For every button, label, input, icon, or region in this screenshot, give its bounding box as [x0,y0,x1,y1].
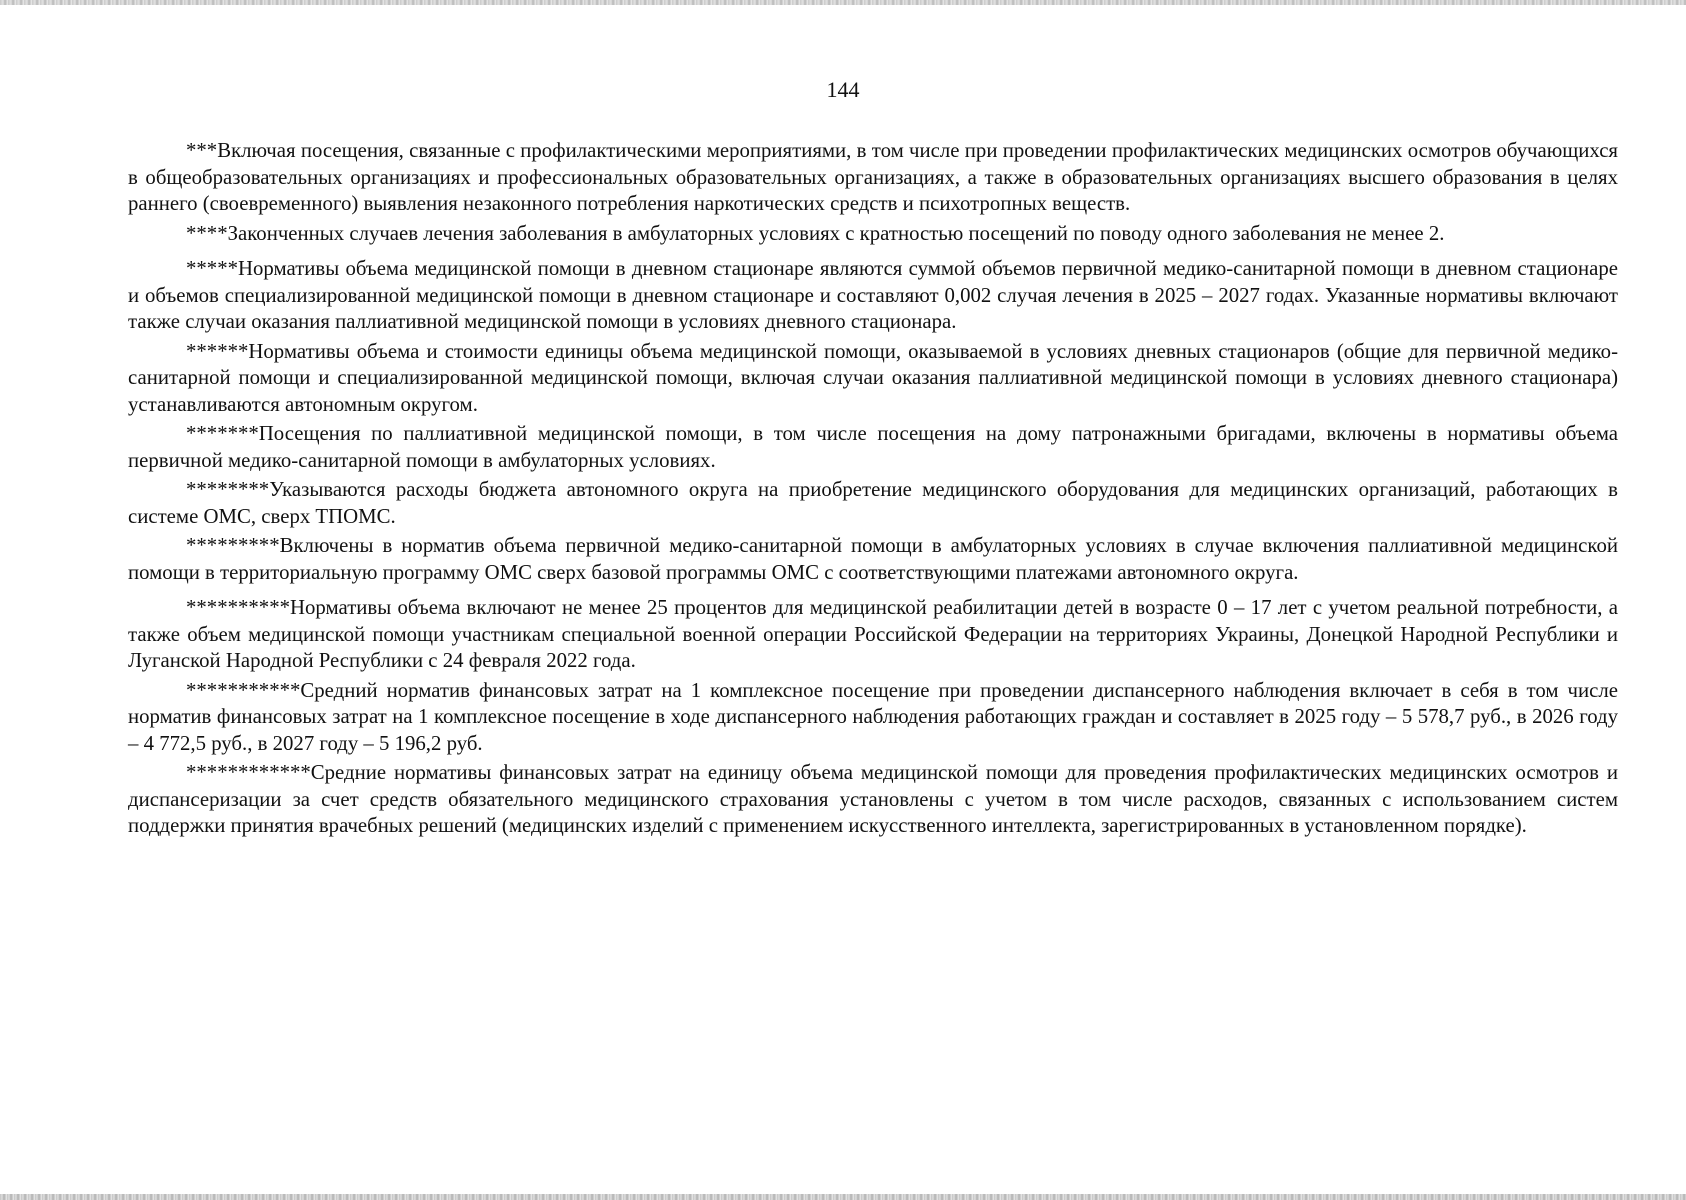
footnote-7-asterisks: *******Посещения по паллиативной медицинской помощи, в том числе посещения на дому патронажными бригадами, включены в нормативы объема первичной медико-санитарной помощи в амбулаторных условиях. [128,422,1618,472]
scan-bottom-edge [0,1194,1686,1200]
footnote-10-asterisks: **********Нормативы объема включают не менее 25 процентов для медицинской реабилитации детей в возрасте 0 – 17 лет с учетом реальной потребности, а также объем медицинской помощи участникам специальной военной операции Российской Федерации на территориях Украины, Донецкой Народной Республики и Луганской Народной Республики с 24 февраля 2022 года. [128,596,1618,672]
footnote-8-asterisks: ********Указываются расходы бюджета автономного округа на приобретение медицинского оборудования для медицинских организаций, работающих в системе ОМС, сверх ТПОМС. [128,478,1618,528]
footnote-11-asterisks: ***********Средний норматив финансовых затрат на 1 комплексное посещение при проведении диспансерного наблюдения включает в себя в том числе норматив финансовых затрат на 1 комплексное посещение в ходе диспансерного наблюдения работающих граждан и составляет в 2025 году – 5 578,7 руб., в 2026 году – 4 772,5 руб., в 2027 году – 5 196,2 руб. [128,678,1618,755]
page-number: 144 [826,77,860,102]
scan-top-edge [0,0,1686,5]
footnote-3-asterisks: ***Включая посещения, связанные с профилактическими мероприятиями, в том числе при проведении профилактических медицинских осмотров обучающихся в общеобразовательных организациях и профессиональных образовательных организациях, а также в образовательных организациях высшего образования в целях раннего (своевременного) выявления незаконного потребления наркотических средств и психотропных веществ. [128,139,1618,215]
footnote-12-asterisks: ************Средние нормативы финансовых затрат на единицу объема медицинской помощи для проведения профилактических медицинских осмотров и диспансеризации за счет средств обязательного медицинского страхования установлены с учетом в том числе расходов, связанных с использованием систем поддержки принятия врачебных решений (медицинских изделий с применением искусственного интеллекта, зарегистрированных в установленном порядке). [128,761,1618,837]
footnote-9-asterisks: *********Включены в норматив объема первичной медико-санитарной помощи в амбулаторных условиях в случае включения паллиативной медицинской помощи в территориальную программу ОМС сверх базовой программы ОМС с соответствующими платежами автономного округа. [128,534,1618,584]
footnote-4-asterisks: ****Законченных случаев лечения заболевания в амбулаторных условиях с кратностью посещений по поводу одного заболевания не менее 2. [186,221,1445,245]
footnote-6-asterisks: ******Нормативы объема и стоимости единицы объема медицинской помощи, оказываемой в условиях дневных стационаров (общие для первичной медико-санитарной помощи и специализированной медицинской помощи, включая случаи оказания паллиативной медицинской помощи в условиях дневного стационара) устанавливаются автономным округом. [128,339,1618,416]
footnote-5-asterisks: *****Нормативы объема медицинской помощи в дневном стационаре являются суммой объемов первичной медико-санитарной помощи в дневном стационаре и объемов специализированной медицинской помощи в дневном стационаре и составляют 0,002 случая лечения в 2025 – 2027 годах. Указанные нормативы включают также случаи оказания паллиативной медицинской помощи в условиях дневного стационара. [128,257,1618,333]
footnotes-section [128,138,1618,843]
